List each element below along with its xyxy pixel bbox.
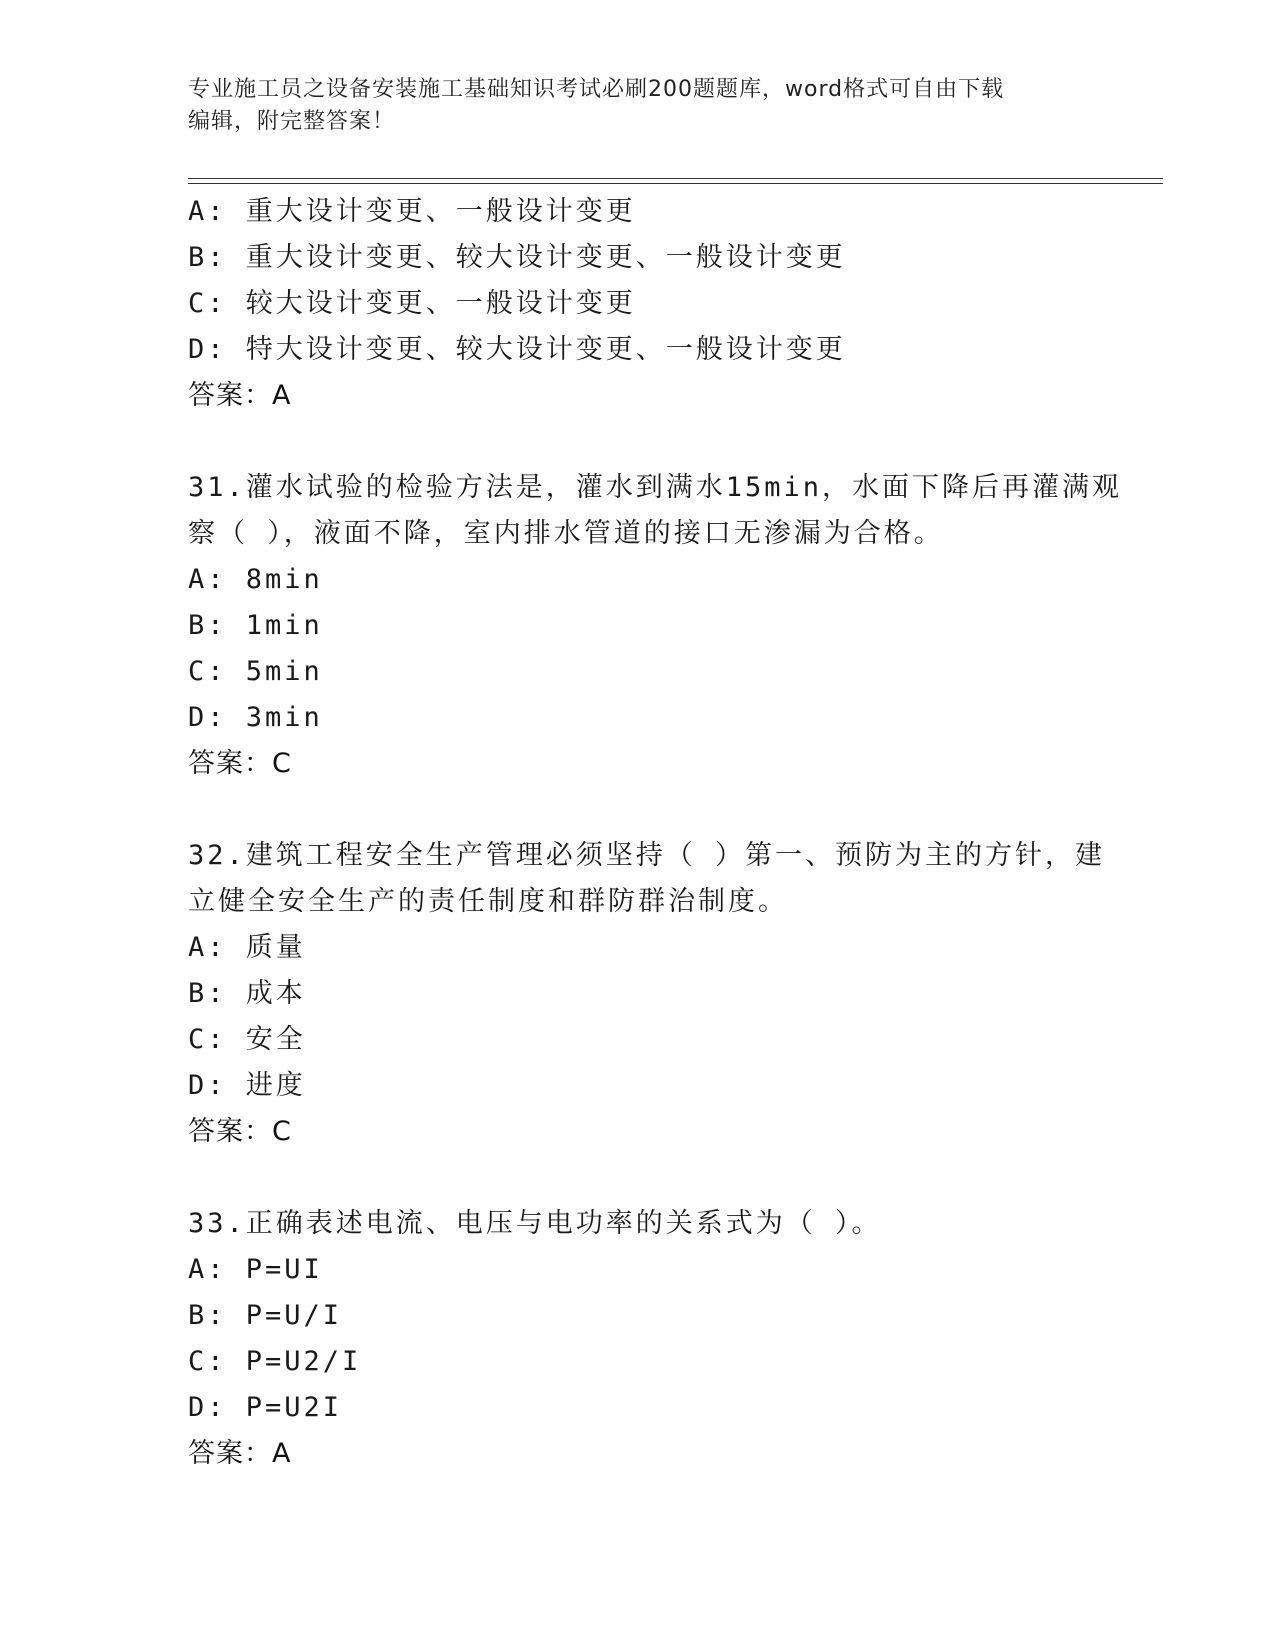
question-list — [188, 189, 1123, 1477]
header-line-1: 专业施工员之设备安装施工基础知识考试必刷200题题库，word格式可自由下载 — [188, 77, 1005, 102]
option-b: B: 1min — [188, 610, 323, 641]
answer-label: 答案：A — [188, 380, 292, 411]
answer-label: 答案：C — [188, 748, 292, 779]
option-d: D: 特大设计变更、较大设计变更、一般设计变更 — [188, 334, 846, 365]
option-c: C: 较大设计变更、一般设计变更 — [188, 288, 636, 319]
option-c: C: 5min — [188, 656, 323, 687]
answer-label: 答案：A — [188, 1438, 292, 1469]
header-divider-bottom — [188, 183, 1163, 184]
option-a: A: 质量 — [188, 932, 306, 963]
document-header — [188, 74, 1088, 138]
option-c: C: 安全 — [188, 1024, 306, 1055]
option-a: A: P=UI — [188, 1254, 323, 1285]
question-text-line-2: 察（ ），液面不降，室内排水管道的接口无渗漏为合格。 — [188, 518, 944, 549]
option-d: D: 3min — [188, 702, 323, 733]
question-text-line-1: 32.建筑工程安全生产管理必须坚持（ ）第一、预防为主的方针，建 — [188, 840, 1106, 871]
spacer — [188, 419, 1108, 465]
option-a: A: 重大设计变更、一般设计变更 — [188, 196, 636, 227]
question-30 — [188, 189, 1108, 419]
spacer — [188, 1155, 1108, 1201]
option-b: B: 重大设计变更、较大设计变更、一般设计变更 — [188, 242, 846, 273]
spacer — [188, 787, 1108, 833]
question-text-line-2: 立健全安全生产的责任制度和群防群治制度。 — [188, 886, 788, 917]
header-line-2: 编辑，附完整答案！ — [188, 109, 396, 134]
question-text-line-1: 31.灌水试验的检验方法是，灌水到满水15min，水面下降后再灌满观 — [188, 472, 1123, 503]
question-32 — [188, 833, 1108, 1155]
question-31 — [188, 465, 1123, 787]
option-b: B: P=U/I — [188, 1300, 343, 1331]
option-b: B: 成本 — [188, 978, 306, 1009]
question-text-line-1: 33.正确表述电流、电压与电功率的关系式为（ ）。 — [188, 1208, 882, 1239]
header-divider-top — [188, 178, 1163, 179]
option-c: C: P=U2/I — [188, 1346, 362, 1377]
option-a: A: 8min — [188, 564, 323, 595]
answer-label: 答案：C — [188, 1116, 292, 1147]
option-d: D: P=U2I — [188, 1392, 343, 1423]
question-33 — [188, 1201, 1108, 1477]
option-d: D: 进度 — [188, 1070, 306, 1101]
